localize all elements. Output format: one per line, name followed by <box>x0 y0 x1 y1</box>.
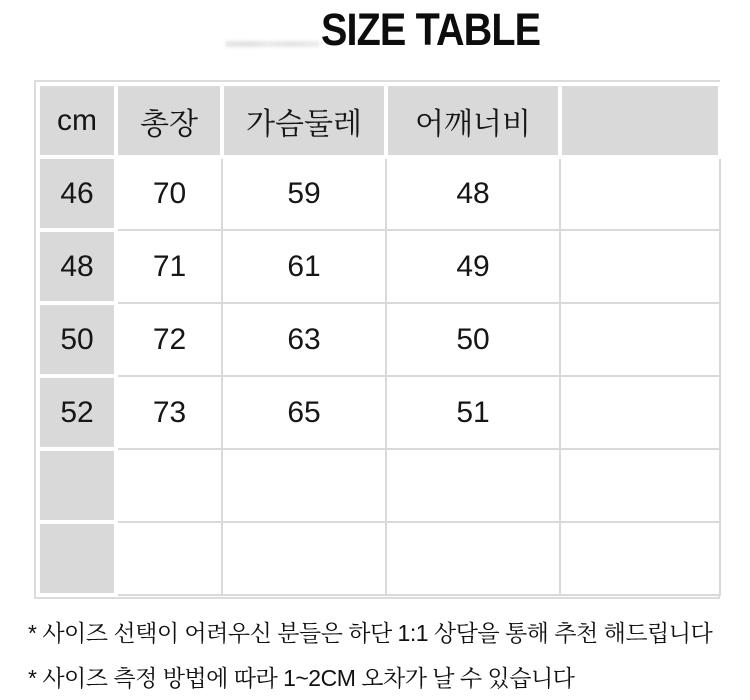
value-cell <box>560 522 720 595</box>
value-cell <box>116 449 222 522</box>
header-cell-shoulder: 어깨너비 <box>386 84 560 157</box>
value-cell <box>222 449 386 522</box>
value-cell <box>222 522 386 595</box>
value-cell: 59 <box>222 157 386 230</box>
value-cell: 70 <box>116 157 222 230</box>
page-title-text: SIZE TABLE <box>321 4 541 55</box>
value-cell <box>560 230 720 303</box>
size-table <box>36 82 722 597</box>
page-title <box>0 4 750 56</box>
footnote-size-consultation: * 사이즈 선택이 어려우신 분들은 하단 1:1 상담을 통해 추천 해드립니다 <box>28 620 713 646</box>
value-cell <box>560 157 720 230</box>
size-cell <box>38 522 116 595</box>
table-row-empty <box>38 449 720 522</box>
size-cell: 48 <box>38 230 116 303</box>
value-cell: 49 <box>386 230 560 303</box>
value-cell <box>560 303 720 376</box>
value-cell: 61 <box>222 230 386 303</box>
footnote-measurement-tolerance: * 사이즈 측정 방법에 따라 1~2CM 오차가 날 수 있습니다 <box>28 665 575 691</box>
size-cell: 46 <box>38 157 116 230</box>
header-cell-chest: 가슴둘레 <box>222 84 386 157</box>
value-cell <box>386 522 560 595</box>
table-row-size-50 <box>38 303 720 376</box>
size-cell: 52 <box>38 376 116 449</box>
value-cell <box>116 522 222 595</box>
table-row-size-46 <box>38 157 720 230</box>
value-cell <box>560 376 720 449</box>
value-cell <box>386 449 560 522</box>
size-cell: 50 <box>38 303 116 376</box>
header-row <box>38 84 720 157</box>
value-cell: 73 <box>116 376 222 449</box>
size-cell <box>38 449 116 522</box>
value-cell: 72 <box>116 303 222 376</box>
size-table-container <box>34 80 720 599</box>
value-cell: 65 <box>222 376 386 449</box>
value-cell: 48 <box>386 157 560 230</box>
value-cell: 50 <box>386 303 560 376</box>
value-cell <box>560 449 720 522</box>
header-cell-total-length: 총장 <box>116 84 222 157</box>
value-cell: 51 <box>386 376 560 449</box>
table-row-size-48 <box>38 230 720 303</box>
value-cell: 71 <box>116 230 222 303</box>
header-cell-unit: cm <box>38 84 116 157</box>
table-row-empty <box>38 522 720 595</box>
table-row-size-52 <box>38 376 720 449</box>
faint-watermark-smudge <box>225 41 320 47</box>
value-cell: 63 <box>222 303 386 376</box>
header-cell-empty <box>560 84 720 157</box>
